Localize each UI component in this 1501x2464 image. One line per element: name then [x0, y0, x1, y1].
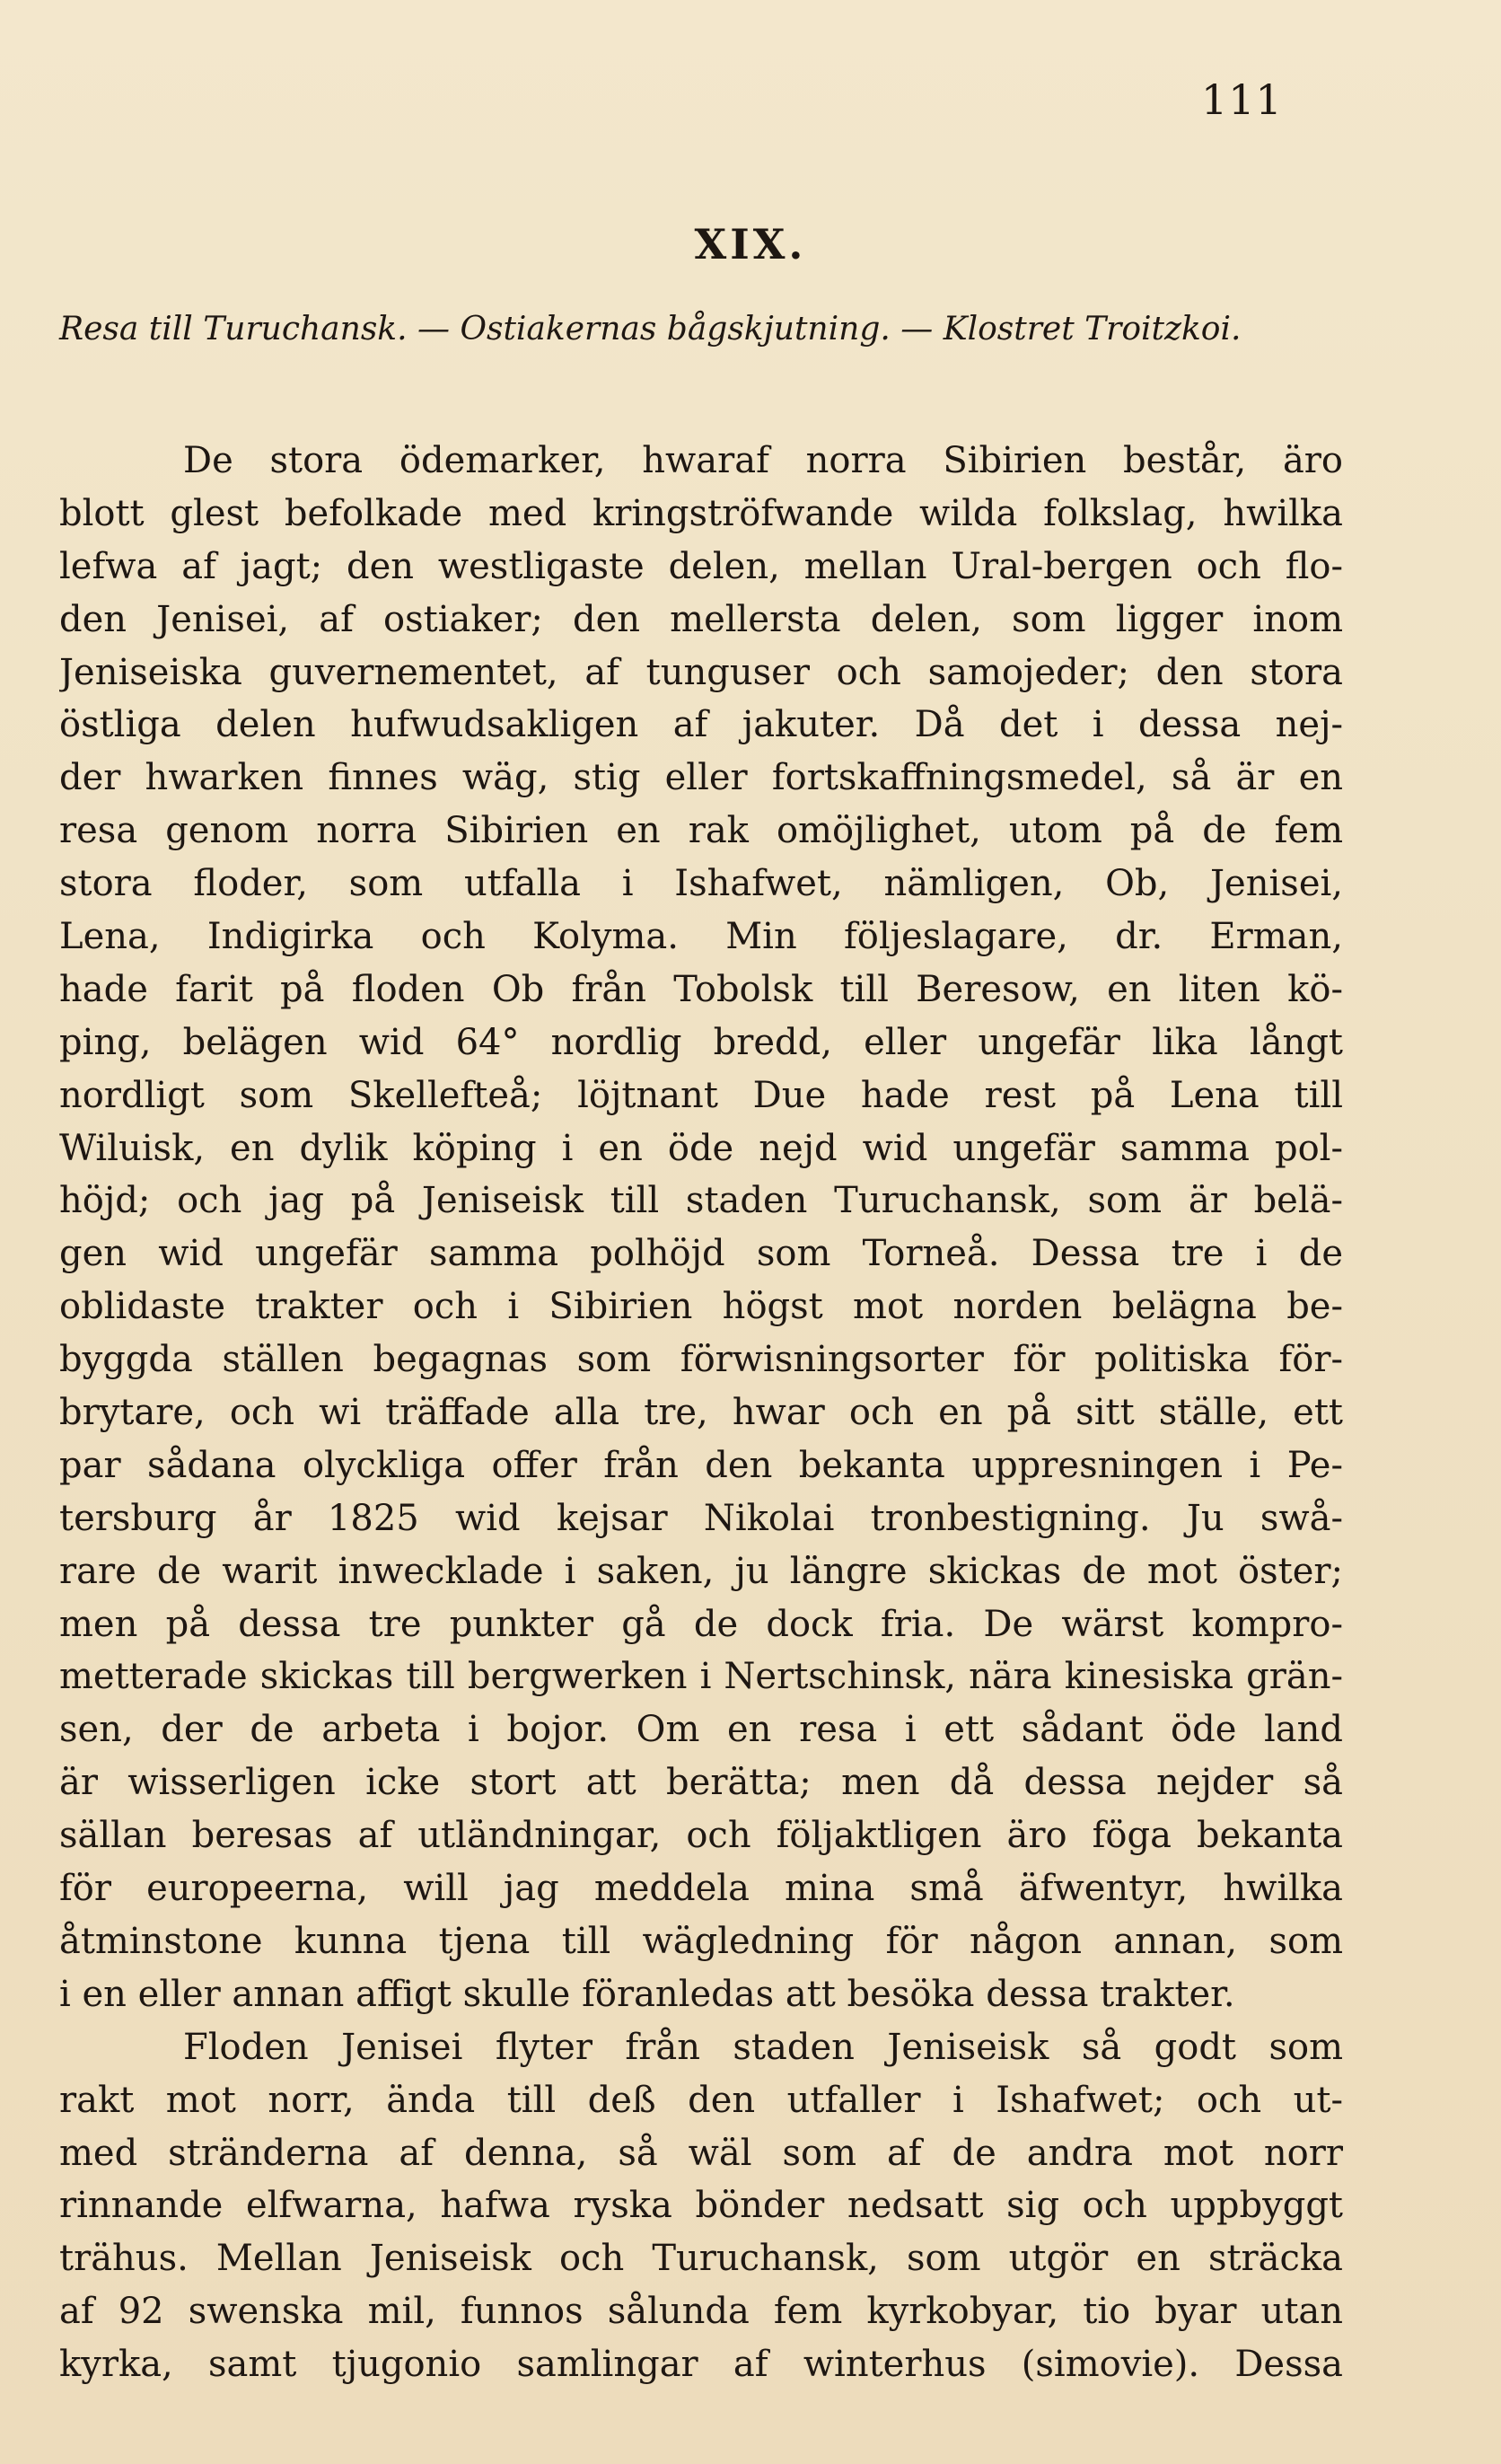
text-line: höjd; och jag på Jeniseisk till staden Turuchansk, som är belä-: [59, 1180, 1343, 1222]
paragraph-1: [59, 435, 1343, 2021]
text-line: stora floder, som utfalla i Ishafwet, nämligen, Ob, Jenisei,: [59, 863, 1343, 905]
chapter-summary: Resa till Turuchansk. — Ostiakernas bågskjutning. — Klostret Troitzkoi.: [59, 311, 1242, 348]
text-line: oblidaste trakter och i Sibirien högst mot norden belägna be-: [59, 1286, 1343, 1328]
text-line: nordligt som Skellefteå; löjtnant Due hade rest på Lena till: [59, 1074, 1343, 1116]
text-line: Floden Jenisei flyter från staden Jeniseisk så godt som: [183, 2026, 1343, 2068]
text-line: metterade skickas till bergwerken i Nertschinsk, nära kinesiska grän-: [59, 1656, 1343, 1698]
text-line: brytare, och wi träffade alla tre, hwar och en på sitt ställe, ett: [59, 1392, 1343, 1434]
text-line: byggda ställen begagnas som förwisningsorter för politiska för-: [59, 1339, 1343, 1381]
text-line: Wiluisk, en dylik köping i en öde nejd wid ungefär samma pol-: [59, 1127, 1343, 1169]
text-line: Lena, Indigirka och Kolyma. Min följeslagare, dr. Erman,: [59, 916, 1343, 958]
text-line: för europeerna, will jag meddela mina små äfwentyr, hwilka: [59, 1868, 1343, 1910]
text-line: blott glest befolkade med kringströfwande wilda folkslag, hwilka: [59, 492, 1343, 534]
body-text: [59, 435, 1343, 2391]
text-line: Jeniseiska guvernementet, af tunguser och samojeder; den stora: [59, 651, 1343, 693]
text-line: trähus. Mellan Jeniseisk och Turuchansk, som utgör en sträcka: [59, 2238, 1343, 2280]
text-line: men på dessa tre punkter gå de dock fria. De wärst kompro-: [59, 1603, 1343, 1645]
text-line: De stora ödemarker, hwaraf norra Sibirien består, äro: [183, 440, 1343, 481]
text-line: den Jenisei, af ostiaker; den mellersta delen, som ligger inom: [59, 598, 1343, 640]
text-line: tersburg år 1825 wid kejsar Nikolai tronbestigning. Ju swå-: [59, 1497, 1343, 1539]
text-line: rakt mot norr, ända till deß den utfaller i Ishafwet; och ut-: [59, 2079, 1343, 2121]
text-line: rare de warit inwecklade i saken, ju längre skickas de mot öster;: [59, 1550, 1343, 1592]
text-line: åtminstone kunna tjena till wägledning för någon annan, som: [59, 1920, 1343, 1962]
text-line: der hwarken finnes wäg, stig eller fortskaffningsmedel, så är en: [59, 757, 1343, 799]
text-line: rinnande elfwarna, hafwa ryska bönder nedsatt sig och uppbyggt: [59, 2185, 1343, 2227]
text-line: i en eller annan affigt skulle föranledas att besöka dessa trakter.: [59, 1973, 1235, 2015]
text-line: gen wid ungefär samma polhöjd som Torneå. Dessa tre i de: [59, 1233, 1343, 1275]
text-line: resa genom norra Sibirien en rak omöjlighet, utom på de fem: [59, 810, 1343, 852]
text-line: sällan beresas af utländningar, och följaktligen äro föga bekanta: [59, 1815, 1343, 1857]
text-line: hade farit på floden Ob från Tobolsk till Beresow, en liten kö-: [59, 968, 1343, 1010]
text-line: med stränderna af denna, så wäl som af de andra mot norr: [59, 2132, 1343, 2174]
text-line: af 92 swenska mil, funnos sålunda fem kyrkobyar, tio byar utan: [59, 2291, 1343, 2333]
paragraph-2: [59, 2021, 1343, 2391]
page-number: 111: [1201, 75, 1283, 124]
text-line: ping, belägen wid 64° nordlig bredd, eller ungefär lika långt: [59, 1021, 1343, 1063]
text-line: sen, der de arbeta i bojor. Om en resa i ett sådant öde land: [59, 1709, 1343, 1751]
text-line: kyrka, samt tjugonio samlingar af winterhus (simovie). Dessa: [59, 2344, 1343, 2386]
chapter-heading: XIX.: [694, 220, 807, 268]
text-line: par sådana olyckliga offer från den bekanta uppresningen i Pe-: [59, 1444, 1343, 1486]
text-line: östliga delen hufwudsakligen af jakuter. Då det i dessa nej-: [59, 704, 1343, 746]
text-line: lefwa af jagt; den westligaste delen, mellan Ural-bergen och flo-: [59, 545, 1343, 587]
text-line: är wisserligen icke stort att berätta; men då dessa nejder så: [59, 1762, 1343, 1804]
